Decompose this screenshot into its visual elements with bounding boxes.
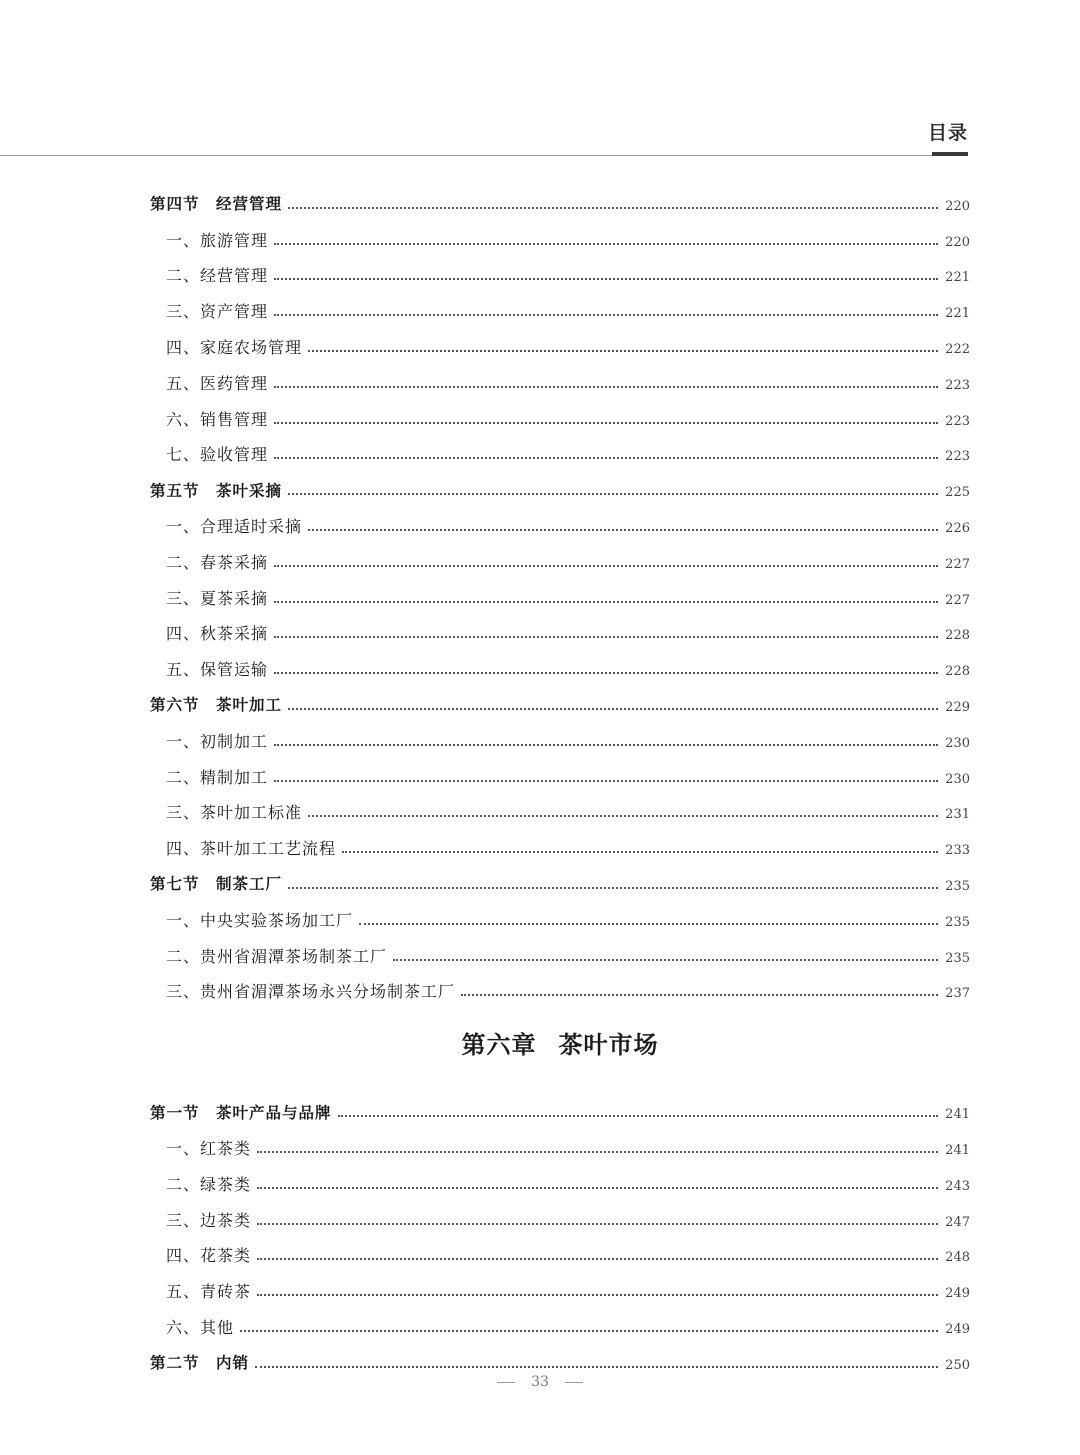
chapter-title: 茶叶市场: [558, 1030, 659, 1060]
table-of-contents: [150, 177, 970, 1372]
page-footer: [0, 1374, 1080, 1390]
toc-item-entry[interactable]: [150, 607, 970, 643]
toc-entry-label: 第六节 茶叶加工: [150, 696, 283, 715]
toc-item-entry[interactable]: [150, 714, 970, 750]
toc-entry-page-number: 250: [945, 1357, 970, 1373]
toc-entry-label: 二、绿茶类: [166, 1174, 252, 1194]
toc-dot-leader: [288, 887, 938, 889]
toc-entry-page-number: 249: [945, 1321, 970, 1337]
footer-dash-left: [497, 1382, 515, 1383]
toc-entry-page-number: 233: [945, 843, 970, 859]
toc-entry-label: 一、旅游管理: [166, 230, 269, 250]
toc-entry-label: 七、验收管理: [166, 445, 269, 465]
toc-dot-leader: [240, 1330, 938, 1332]
toc-entry-label: 六、销售管理: [166, 409, 269, 429]
toc-section-entry[interactable]: [150, 177, 970, 213]
toc-dot-leader: [257, 1258, 938, 1260]
toc-entry-label: 二、春茶采摘: [166, 552, 269, 572]
toc-item-entry[interactable]: [150, 249, 970, 285]
toc-entry-page-number: 222: [945, 341, 970, 357]
toc-entry-label: 二、精制加工: [166, 767, 269, 787]
toc-entry-page-number: 227: [945, 556, 970, 572]
toc-section-entry[interactable]: [150, 1336, 970, 1372]
toc-item-entry[interactable]: [150, 428, 970, 464]
toc-entry-label: 第一节 茶叶产品与品牌: [150, 1103, 332, 1122]
toc-dot-leader: [288, 708, 938, 710]
toc-section-entry[interactable]: [150, 1085, 970, 1121]
toc-dot-leader: [342, 851, 938, 853]
toc-item-entry[interactable]: [150, 571, 970, 607]
toc-entry-page-number: 228: [945, 664, 970, 680]
toc-dot-leader: [274, 457, 938, 459]
toc-entry-page-number: 237: [945, 986, 970, 1002]
toc-item-entry[interactable]: [150, 535, 970, 571]
toc-entry-page-number: 241: [945, 1142, 970, 1158]
toc-dot-leader: [274, 672, 938, 674]
toc-item-entry[interactable]: [150, 642, 970, 678]
toc-entry-page-number: 243: [945, 1178, 970, 1194]
toc-entry-label: 四、花茶类: [166, 1246, 252, 1266]
toc-entry-label: 一、初制加工: [166, 731, 269, 751]
toc-entry-page-number: 227: [945, 592, 970, 608]
toc-item-entry[interactable]: [150, 1193, 970, 1229]
header-rule: [0, 155, 968, 156]
toc-item-entry[interactable]: [150, 499, 970, 535]
toc-entry-label: 第四节 经营管理: [150, 195, 283, 214]
toc-dot-leader: [255, 1366, 938, 1368]
chapter-number: 第六章: [461, 1030, 537, 1060]
toc-dot-leader: [308, 350, 938, 352]
toc-dot-leader: [257, 1151, 938, 1153]
toc-item-entry[interactable]: [150, 320, 970, 356]
toc-entry-label: 第七节 制茶工厂: [150, 875, 283, 894]
toc-dot-leader: [274, 422, 938, 424]
toc-entry-page-number: 235: [945, 914, 970, 930]
toc-item-entry[interactable]: [150, 786, 970, 822]
toc-dot-leader: [274, 601, 938, 603]
toc-entry-label: 一、中央实验茶场加工厂: [166, 910, 354, 930]
toc-entry-page-number: 221: [945, 270, 970, 286]
toc-dot-leader: [274, 636, 938, 638]
toc-dot-leader: [257, 1187, 938, 1189]
toc-item-entry[interactable]: [150, 1157, 970, 1193]
toc-item-entry[interactable]: [150, 284, 970, 320]
toc-entry-label: 第五节 茶叶采摘: [150, 481, 283, 500]
toc-dot-leader: [274, 243, 938, 245]
header-rule-accent: [932, 152, 968, 156]
toc-entry-label: 三、资产管理: [166, 302, 269, 322]
toc-dot-leader: [257, 1294, 938, 1296]
toc-entry-page-number: 225: [945, 485, 970, 501]
toc-item-entry[interactable]: [150, 1229, 970, 1265]
toc-entry-label: 二、经营管理: [166, 266, 269, 286]
toc-dot-leader: [274, 780, 938, 782]
toc-entry-page-number: 226: [945, 520, 970, 536]
toc-entry-page-number: 228: [945, 628, 970, 644]
toc-dot-leader: [308, 815, 938, 817]
toc-item-entry[interactable]: [150, 929, 970, 965]
toc-entry-label: 三、边茶类: [166, 1210, 252, 1230]
toc-dot-leader: [274, 386, 938, 388]
toc-dot-leader: [274, 278, 938, 280]
toc-entry-page-number: 249: [945, 1286, 970, 1302]
page-number: 33: [531, 1374, 549, 1390]
toc-entry-page-number: 220: [945, 198, 970, 214]
footer-dash-right: [565, 1382, 583, 1383]
toc-item-entry[interactable]: [150, 1264, 970, 1300]
toc-entry-page-number: 223: [945, 377, 970, 393]
toc-dot-leader: [308, 529, 938, 531]
toc-dot-leader: [359, 923, 938, 925]
running-header-title: 目录: [927, 122, 968, 144]
toc-entry-page-number: 241: [945, 1107, 970, 1123]
toc-item-entry[interactable]: [150, 1300, 970, 1336]
toc-entry-label: 五、医药管理: [166, 373, 269, 393]
toc-entry-label: 五、青砖茶: [166, 1282, 252, 1302]
toc-entry-label: 三、夏茶采摘: [166, 588, 269, 608]
toc-entry-page-number: 229: [945, 699, 970, 715]
toc-entry-label: 四、茶叶加工工艺流程: [166, 839, 337, 859]
toc-entry-page-number: 221: [945, 306, 970, 322]
toc-dot-leader: [393, 959, 938, 961]
toc-dot-leader: [288, 493, 938, 495]
toc-entry-page-number: 223: [945, 413, 970, 429]
toc-entry-page-number: 248: [945, 1250, 970, 1266]
toc-section-entry[interactable]: [150, 463, 970, 499]
toc-section-entry[interactable]: [150, 678, 970, 714]
toc-entry-page-number: 230: [945, 771, 970, 787]
toc-entry-page-number: 235: [945, 950, 970, 966]
toc-item-entry[interactable]: [150, 392, 970, 428]
toc-item-entry[interactable]: [150, 213, 970, 249]
toc-dot-leader: [338, 1115, 938, 1117]
toc-entry-page-number: 223: [945, 449, 970, 465]
toc-entry-page-number: 247: [945, 1214, 970, 1230]
toc-entry-label: 第二节 内销: [150, 1354, 250, 1373]
toc-dot-leader: [274, 565, 938, 567]
toc-entry-page-number: 235: [945, 878, 970, 894]
toc-section-entry[interactable]: [150, 857, 970, 893]
toc-dot-leader: [288, 207, 938, 209]
toc-entry-label: 二、贵州省湄潭茶场制茶工厂: [166, 946, 388, 966]
toc-group-chapter5: [150, 177, 970, 1000]
toc-dot-leader: [461, 994, 938, 996]
toc-entry-label: 五、保管运输: [166, 660, 269, 680]
toc-dot-leader: [257, 1223, 938, 1225]
toc-entry-label: 一、红茶类: [166, 1138, 252, 1158]
toc-entry-label: 六、其他: [166, 1317, 235, 1337]
toc-item-entry[interactable]: [150, 1121, 970, 1157]
toc-item-entry[interactable]: [150, 821, 970, 857]
toc-dot-leader: [274, 744, 938, 746]
toc-entry-page-number: 220: [945, 234, 970, 250]
toc-entry-page-number: 231: [945, 807, 970, 823]
toc-entry-label: 四、家庭农场管理: [166, 337, 303, 357]
toc-item-entry[interactable]: [150, 965, 970, 1001]
toc-entry-label: 三、贵州省湄潭茶场永兴分场制茶工厂: [166, 982, 456, 1002]
toc-dot-leader: [274, 314, 938, 316]
chapter-heading: [150, 1000, 970, 1085]
toc-item-entry[interactable]: [150, 356, 970, 392]
toc-entry-label: 三、茶叶加工标准: [166, 803, 303, 823]
toc-item-entry[interactable]: [150, 893, 970, 929]
toc-entry-label: 一、合理适时采摘: [166, 516, 303, 536]
toc-item-entry[interactable]: [150, 750, 970, 786]
toc-entry-page-number: 230: [945, 735, 970, 751]
toc-group-chapter6: [150, 1085, 970, 1371]
toc-entry-label: 四、秋茶采摘: [166, 624, 269, 644]
